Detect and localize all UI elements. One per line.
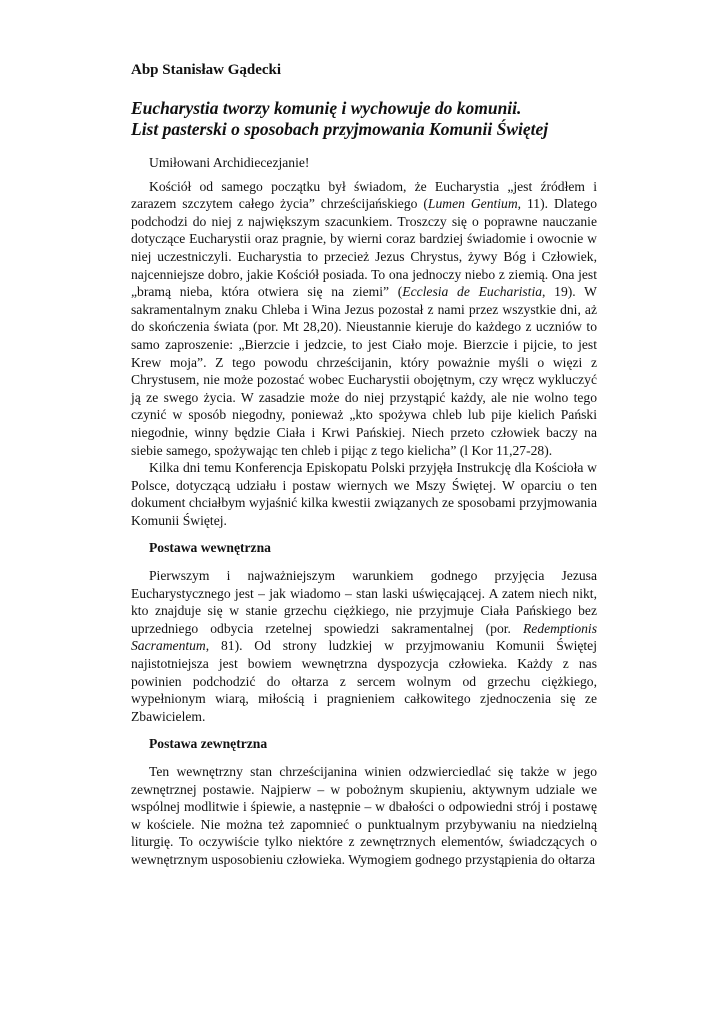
paragraph-4: Ten wewnętrzny stan chrześcijanina winien odzwierciedlać się także w jego zewnętrznej postawie. Najpierw – w pobożnym skupieniu, aktywnym udziale we wspólnej modlitwie i śpiewie, a następnie – w dbałości o odpowiedni strój i postawę w kościele. Nie można też zapomnieć o punktualnym przybywaniu na niedzielną liturgię. To oczywiście tylko niektóre z zewnętrznych elementów, świadczących o wewnętrznym usposobieniu człowieka. Wymogiem godnego przystąpienia do ołtarza bbox=[131, 764, 597, 867]
citation-ecclesia-de-eucharistia: Ecclesia de Eucharistia bbox=[402, 284, 543, 300]
paragraph-3-text-b: , 81). Od strony ludzkiej w przyjmowaniu Komunii Świętej najistotniejsza jest bowiem wewnętrzna dyspozycja człowieka. Każdy z nas powinien podchodzić do ołtarza z sercem wolnym od grzechu ciężkiego, wypełnionym wiarą, miłością i pragnieniem całkowitego zjednoczenia się ze Zbawicielem. bbox=[131, 638, 597, 724]
section-heading-outer-attitude: Postawa zewnętrzna bbox=[149, 736, 268, 752]
title-line-1: Eucharystia tworzy komunię i wychowuje do komunii. bbox=[131, 98, 522, 118]
section-heading-inner-attitude: Postawa wewnętrzna bbox=[149, 540, 271, 556]
paragraph-1 bbox=[131, 178, 597, 460]
greeting: Umiłowani Archidiecezjanie! bbox=[149, 155, 310, 170]
paragraph-3-text-a: Pierwszym i najważniejszym warunkiem godnego przyjęcia Jezusa Eucharystycznego jest – jak wiadomo – stan laski uświęcającej. A zatem niech nikt, kto znajduje się w stanie grzechu ciężkiego, nie przyjmuje Ciała Pańskiego bez uprzedniego odbycia rzetelnej spowiedzi sakramentalnej (por. bbox=[131, 568, 597, 636]
citation-lumen-gentium: Lumen Gentium bbox=[427, 196, 518, 212]
document-page bbox=[131, 60, 597, 869]
title-line-2: List pasterski o sposobach przyjmowania Komunii Świętej bbox=[131, 119, 549, 139]
paragraph-1-text-a: Kościół od samego początku był świadom, że Eucharystia „jest źródłem i zarazem szczytem całego życia” chrześcijańskiego ( bbox=[131, 178, 597, 212]
paragraph-1-text-c: , 19). W sakramentalnym znaku Chleba i Wina Jezus pozostał z nami przez wszystkie dni, aż do skończenia świata (por. Mt 28,20). Nieustannie kieruje do każdego z uczniów to samo zaproszenie: „Bierzcie i jedzcie, to jest Ciało moje. Bierzcie i pijcie, to jest Krew moja”. Z tego powodu chrześcijanin, który poważnie myśli o więzi z Chrystusem, nie może pozostać wobec Eucharystii obojętnym, czy wręcz wykluczyć ją ze swego życia. W zasadzie może do niej przystąpić każdy, ale nie wolno tego czynić w sposób niegodny, ponieważ „kto spożywa chleb lub pije kielich Pański niegodnie, winny będzie Ciała i Krwi Pańskiej. Niech przeto człowiek baczy na siebie samego, spożywając ten chleb i pijąc z tego kielicha” (l Kor 11,27-28). bbox=[131, 284, 597, 458]
author-name: Abp Stanisław Gądecki bbox=[131, 62, 282, 78]
document-title bbox=[131, 98, 597, 140]
paragraph-2: Kilka dni temu Konferencja Episkopatu Polski przyjęła Instrukcję dla Kościoła w Polsce, dotyczącą udziału i postaw wiernych we Mszy Świętej. W oparciu o ten dokument chciałbym wyjaśnić kilka kwestii związanych ze sposobami przyjmowania Komunii Świętej. bbox=[131, 460, 597, 528]
citation-redemptionis-sacramentum: Redemptionis Sacramentum bbox=[131, 620, 597, 654]
paragraph-3 bbox=[131, 567, 597, 725]
paragraph-1-text-b: , 11). Dlatego podchodzi do niej z największym szacunkiem. Troszczy się o poprawne nauczanie dotyczące Eucharystii oraz pragnie, by wierni coraz bardziej świadomie i owocnie w niej uczestniczyli. Eucharystia to przecież Jezus Chrystus, żywy Bóg i Człowiek, najcenniejsze dobro, jakie Kościół posiada. To ona jednoczy niebo z ziemią. Ona jest „bramą nieba, która otwiera się na ziemi” ( bbox=[131, 196, 597, 300]
